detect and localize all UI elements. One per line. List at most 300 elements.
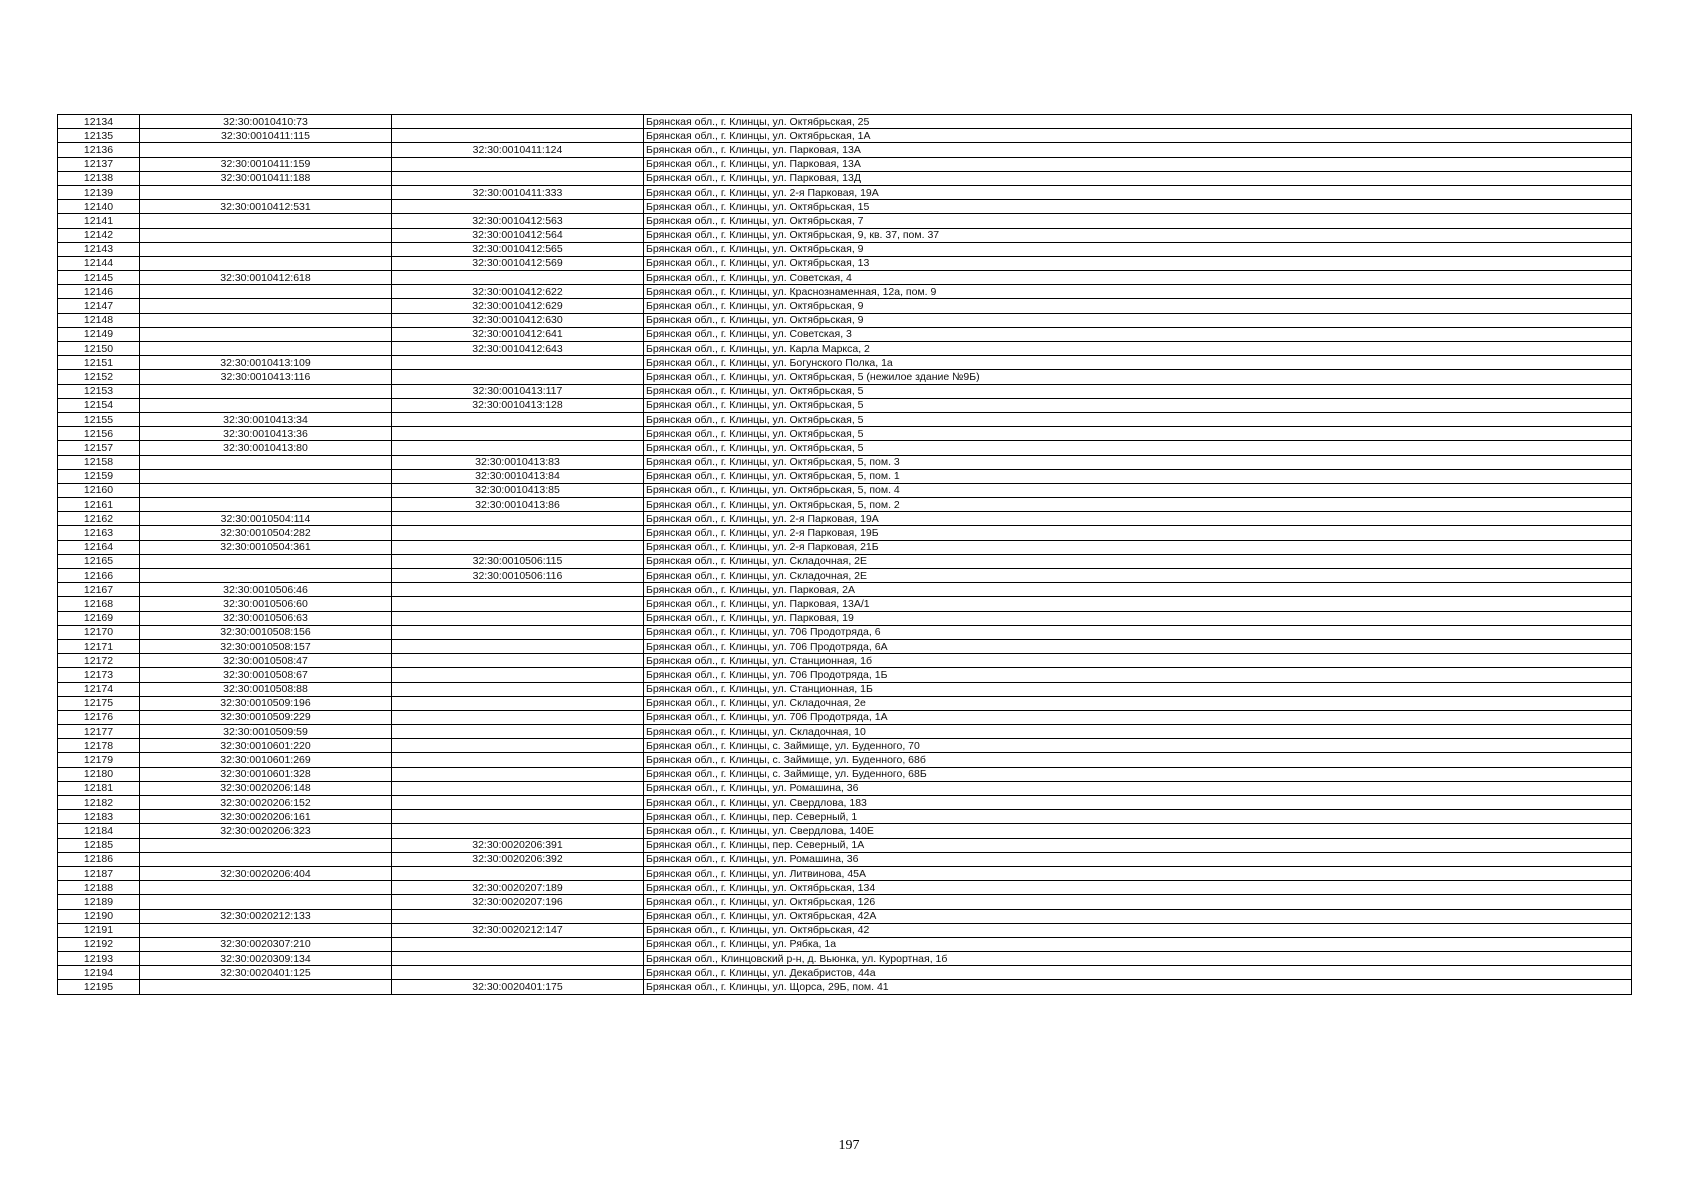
table-row [58, 980, 1632, 994]
cadastral-number-cell: 32:30:0010504:282 [140, 526, 392, 540]
row-number-cell: 12151 [58, 356, 140, 370]
row-number-cell: 12188 [58, 881, 140, 895]
table-row [58, 327, 1632, 341]
row-number-cell: 12172 [58, 654, 140, 668]
table-row [58, 342, 1632, 356]
row-number-cell: 12187 [58, 866, 140, 880]
cadastral-number-cell [140, 214, 392, 228]
cadastral-number-secondary-cell: 32:30:0020212:147 [392, 923, 644, 937]
row-number-cell: 12144 [58, 256, 140, 270]
row-number-cell: 12138 [58, 171, 140, 185]
table-row [58, 427, 1632, 441]
table-row [58, 271, 1632, 285]
cadastral-number-cell [140, 327, 392, 341]
address-cell: Брянская обл., г. Клинцы, ул. Октябрьская, 5 [644, 398, 1632, 412]
address-cell: Брянская обл., г. Клинцы, ул. Декабристов, 44а [644, 966, 1632, 980]
row-number-cell: 12195 [58, 980, 140, 994]
table-row [58, 483, 1632, 497]
cadastral-number-secondary-cell: 32:30:0010411:124 [392, 143, 644, 157]
table-row [58, 852, 1632, 866]
table-row [58, 952, 1632, 966]
cadastral-number-cell [140, 313, 392, 327]
cadastral-number-cell: 32:30:0020206:161 [140, 810, 392, 824]
row-number-cell: 12181 [58, 781, 140, 795]
address-cell: Брянская обл., г. Клинцы, ул. 706 Продотряда, 1А [644, 710, 1632, 724]
cadastral-number-secondary-cell [392, 668, 644, 682]
row-number-cell: 12185 [58, 838, 140, 852]
cadastral-number-secondary-cell [392, 710, 644, 724]
cadastral-number-secondary-cell [392, 200, 644, 214]
row-number-cell: 12189 [58, 895, 140, 909]
cadastral-number-cell [140, 852, 392, 866]
address-cell: Брянская обл., г. Клинцы, с. Займище, ул. Буденного, 68б [644, 753, 1632, 767]
cadastral-number-cell [140, 483, 392, 497]
table-row [58, 498, 1632, 512]
address-cell: Брянская обл., г. Клинцы, ул. Октябрьская, 25 [644, 115, 1632, 129]
address-cell: Брянская обл., г. Клинцы, ул. Парковая, 13А [644, 157, 1632, 171]
cadastral-number-cell [140, 398, 392, 412]
cadastral-number-cell: 32:30:0010413:116 [140, 370, 392, 384]
row-number-cell: 12147 [58, 299, 140, 313]
address-cell: Брянская обл., г. Клинцы, ул. Октябрьская, 1А [644, 129, 1632, 143]
address-cell: Брянская обл., г. Клинцы, ул. Октябрьская, 5, пом. 3 [644, 455, 1632, 469]
cadastral-number-cell [140, 143, 392, 157]
address-cell: Брянская обл., г. Клинцы, ул. Ромашина, 36 [644, 852, 1632, 866]
table-row [58, 923, 1632, 937]
row-number-cell: 12175 [58, 696, 140, 710]
cadastral-number-secondary-cell [392, 526, 644, 540]
table-row [58, 313, 1632, 327]
cadastral-number-secondary-cell [392, 441, 644, 455]
cadastral-number-secondary-cell: 32:30:0010413:85 [392, 483, 644, 497]
cadastral-number-cell [140, 384, 392, 398]
cadastral-number-cell: 32:30:0020206:323 [140, 824, 392, 838]
cadastral-number-secondary-cell [392, 753, 644, 767]
row-number-cell: 12155 [58, 412, 140, 426]
cadastral-number-secondary-cell: 32:30:0010506:115 [392, 554, 644, 568]
table-row [58, 767, 1632, 781]
row-number-cell: 12170 [58, 625, 140, 639]
address-cell: Брянская обл., г. Клинцы, ул. 2-я Парковая, 19А [644, 512, 1632, 526]
address-cell: Брянская обл., г. Клинцы, ул. Советская, 4 [644, 271, 1632, 285]
cadastral-number-cell: 32:30:0010509:196 [140, 696, 392, 710]
row-number-cell: 12171 [58, 639, 140, 653]
row-number-cell: 12140 [58, 200, 140, 214]
register-table [57, 114, 1632, 995]
table-row [58, 810, 1632, 824]
cadastral-number-secondary-cell: 32:30:0020401:175 [392, 980, 644, 994]
cadastral-number-secondary-cell [392, 639, 644, 653]
cadastral-number-secondary-cell [392, 540, 644, 554]
cadastral-number-secondary-cell: 32:30:0010412:563 [392, 214, 644, 228]
cadastral-number-secondary-cell [392, 512, 644, 526]
table-row [58, 881, 1632, 895]
cadastral-number-cell [140, 498, 392, 512]
address-cell: Брянская обл., г. Клинцы, с. Займище, ул. Буденного, 68Б [644, 767, 1632, 781]
cadastral-number-secondary-cell [392, 171, 644, 185]
cadastral-number-cell [140, 554, 392, 568]
table-row [58, 682, 1632, 696]
address-cell: Брянская обл., г. Клинцы, ул. 706 Продотряда, 6 [644, 625, 1632, 639]
row-number-cell: 12167 [58, 583, 140, 597]
cadastral-number-cell [140, 285, 392, 299]
table-row [58, 228, 1632, 242]
address-cell: Брянская обл., г. Клинцы, ул. Октябрьская, 5 (нежилое здание №9Б) [644, 370, 1632, 384]
row-number-cell: 12194 [58, 966, 140, 980]
cadastral-number-cell: 32:30:0020206:404 [140, 866, 392, 880]
table-row [58, 796, 1632, 810]
cadastral-number-cell: 32:30:0010509:59 [140, 725, 392, 739]
address-cell: Брянская обл., г. Клинцы, ул. Советская, 3 [644, 327, 1632, 341]
address-cell: Брянская обл., г. Клинцы, ул. Октябрьская, 5 [644, 441, 1632, 455]
page-number: 197 [838, 1138, 860, 1153]
table-row [58, 285, 1632, 299]
cadastral-number-secondary-cell [392, 583, 644, 597]
row-number-cell: 12160 [58, 483, 140, 497]
address-cell: Брянская обл., г. Клинцы, ул. Ромашина, 36 [644, 781, 1632, 795]
row-number-cell: 12163 [58, 526, 140, 540]
row-number-cell: 12173 [58, 668, 140, 682]
row-number-cell: 12143 [58, 242, 140, 256]
table-row [58, 398, 1632, 412]
row-number-cell: 12168 [58, 597, 140, 611]
cadastral-number-secondary-cell: 32:30:0020206:392 [392, 852, 644, 866]
cadastral-number-cell [140, 185, 392, 199]
cadastral-number-secondary-cell: 32:30:0020206:391 [392, 838, 644, 852]
row-number-cell: 12136 [58, 143, 140, 157]
cadastral-number-cell [140, 455, 392, 469]
cadastral-number-cell: 32:30:0010413:109 [140, 356, 392, 370]
cadastral-number-cell: 32:30:0010411:188 [140, 171, 392, 185]
cadastral-number-secondary-cell [392, 370, 644, 384]
address-cell: Брянская обл., г. Клинцы, ул. Парковая, 2А [644, 583, 1632, 597]
row-number-cell: 12182 [58, 796, 140, 810]
cadastral-number-cell [140, 228, 392, 242]
row-number-cell: 12134 [58, 115, 140, 129]
cadastral-number-cell: 32:30:0020212:133 [140, 909, 392, 923]
table-row [58, 157, 1632, 171]
address-cell: Брянская обл., г. Клинцы, ул. Свердлова, 183 [644, 796, 1632, 810]
row-number-cell: 12152 [58, 370, 140, 384]
cadastral-number-cell [140, 299, 392, 313]
cadastral-number-cell [140, 881, 392, 895]
row-number-cell: 12178 [58, 739, 140, 753]
address-cell: Брянская обл., г. Клинцы, ул. Октябрьская, 42 [644, 923, 1632, 937]
table-row [58, 781, 1632, 795]
cadastral-number-cell [140, 242, 392, 256]
cadastral-number-secondary-cell [392, 824, 644, 838]
cadastral-number-secondary-cell [392, 412, 644, 426]
cadastral-number-secondary-cell [392, 654, 644, 668]
table-row [58, 668, 1632, 682]
cadastral-number-cell: 32:30:0010601:328 [140, 767, 392, 781]
cadastral-number-cell: 32:30:0010508:67 [140, 668, 392, 682]
table-row [58, 866, 1632, 880]
cadastral-number-cell [140, 256, 392, 270]
table-row [58, 611, 1632, 625]
cadastral-number-secondary-cell [392, 625, 644, 639]
cadastral-number-secondary-cell: 32:30:0010412:565 [392, 242, 644, 256]
cadastral-number-cell: 32:30:0010601:220 [140, 739, 392, 753]
table-row [58, 937, 1632, 951]
row-number-cell: 12156 [58, 427, 140, 441]
row-number-cell: 12162 [58, 512, 140, 526]
address-cell: Брянская обл., г. Клинцы, ул. Октябрьская, 5, пом. 2 [644, 498, 1632, 512]
address-cell: Брянская обл., г. Клинцы, с. Займище, ул. Буденного, 70 [644, 739, 1632, 753]
cadastral-number-cell: 32:30:0010506:63 [140, 611, 392, 625]
cadastral-number-cell: 32:30:0010601:269 [140, 753, 392, 767]
row-number-cell: 12192 [58, 937, 140, 951]
table-row [58, 299, 1632, 313]
address-cell: Брянская обл., г. Клинцы, ул. 2-я Парковая, 19Б [644, 526, 1632, 540]
address-cell: Брянская обл., г. Клинцы, ул. Октябрьская, 7 [644, 214, 1632, 228]
row-number-cell: 12145 [58, 271, 140, 285]
address-cell: Брянская обл., Клинцовский р-н, д. Вьюнка, ул. Курортная, 1б [644, 952, 1632, 966]
cadastral-number-secondary-cell: 32:30:0010413:86 [392, 498, 644, 512]
row-number-cell: 12191 [58, 923, 140, 937]
table-row [58, 242, 1632, 256]
cadastral-number-secondary-cell [392, 796, 644, 810]
address-cell: Брянская обл., г. Клинцы, ул. Октябрьская, 9 [644, 313, 1632, 327]
cadastral-number-secondary-cell: 32:30:0010413:84 [392, 469, 644, 483]
table-row [58, 526, 1632, 540]
row-number-cell: 12142 [58, 228, 140, 242]
register-table-body [58, 115, 1632, 995]
cadastral-number-cell: 32:30:0010508:88 [140, 682, 392, 696]
table-row [58, 384, 1632, 398]
cadastral-number-cell: 32:30:0010508:156 [140, 625, 392, 639]
address-cell: Брянская обл., г. Клинцы, ул. Станционная, 1Б [644, 682, 1632, 696]
table-row [58, 412, 1632, 426]
cadastral-number-cell: 32:30:0010413:34 [140, 412, 392, 426]
cadastral-number-cell: 32:30:0010411:159 [140, 157, 392, 171]
cadastral-number-cell: 32:30:0010506:60 [140, 597, 392, 611]
address-cell: Брянская обл., г. Клинцы, ул. Парковая, 19 [644, 611, 1632, 625]
row-number-cell: 12190 [58, 909, 140, 923]
cadastral-number-secondary-cell [392, 115, 644, 129]
cadastral-number-secondary-cell: 32:30:0010413:117 [392, 384, 644, 398]
address-cell: Брянская обл., г. Клинцы, ул. 2-я Парковая, 21Б [644, 540, 1632, 554]
cadastral-number-secondary-cell [392, 597, 644, 611]
table-row [58, 966, 1632, 980]
cadastral-number-secondary-cell: 32:30:0020207:189 [392, 881, 644, 895]
cadastral-number-cell: 32:30:0010412:618 [140, 271, 392, 285]
table-row [58, 143, 1632, 157]
row-number-cell: 12165 [58, 554, 140, 568]
cadastral-number-cell: 32:30:0010504:114 [140, 512, 392, 526]
row-number-cell: 12176 [58, 710, 140, 724]
address-cell: Брянская обл., г. Клинцы, ул. Станционная, 1б [644, 654, 1632, 668]
table-row [58, 639, 1632, 653]
table-row [58, 654, 1632, 668]
cadastral-number-secondary-cell: 32:30:0010413:128 [392, 398, 644, 412]
cadastral-number-cell: 32:30:0010504:361 [140, 540, 392, 554]
cadastral-number-cell: 32:30:0020206:148 [140, 781, 392, 795]
address-cell: Брянская обл., г. Клинцы, ул. Октябрьская, 126 [644, 895, 1632, 909]
table-row [58, 115, 1632, 129]
cadastral-number-cell [140, 469, 392, 483]
cadastral-number-secondary-cell: 32:30:0010412:564 [392, 228, 644, 242]
cadastral-number-secondary-cell [392, 271, 644, 285]
address-cell: Брянская обл., г. Клинцы, ул. Октябрьская, 42А [644, 909, 1632, 923]
address-cell: Брянская обл., г. Клинцы, ул. 706 Продотряда, 1Б [644, 668, 1632, 682]
cadastral-number-cell: 32:30:0010413:80 [140, 441, 392, 455]
table-row [58, 512, 1632, 526]
cadastral-number-cell [140, 838, 392, 852]
row-number-cell: 12154 [58, 398, 140, 412]
address-cell: Брянская обл., г. Клинцы, ул. Октябрьская, 134 [644, 881, 1632, 895]
table-row [58, 455, 1632, 469]
table-row [58, 256, 1632, 270]
address-cell: Брянская обл., г. Клинцы, ул. Октябрьская, 5 [644, 427, 1632, 441]
cadastral-number-cell [140, 923, 392, 937]
cadastral-number-secondary-cell [392, 810, 644, 824]
row-number-cell: 12135 [58, 129, 140, 143]
address-cell: Брянская обл., г. Клинцы, ул. Октябрьская, 5, пом. 1 [644, 469, 1632, 483]
address-cell: Брянская обл., г. Клинцы, ул. Краснознаменная, 12а, пом. 9 [644, 285, 1632, 299]
table-row [58, 469, 1632, 483]
cadastral-number-cell: 32:30:0010411:115 [140, 129, 392, 143]
cadastral-number-secondary-cell: 32:30:0010412:569 [392, 256, 644, 270]
table-row [58, 569, 1632, 583]
table-row [58, 625, 1632, 639]
cadastral-number-cell: 32:30:0010410:73 [140, 115, 392, 129]
address-cell: Брянская обл., г. Клинцы, ул. Октябрьская, 15 [644, 200, 1632, 214]
address-cell: Брянская обл., г. Клинцы, ул. Октябрьская, 13 [644, 256, 1632, 270]
cadastral-number-cell [140, 895, 392, 909]
cadastral-number-secondary-cell [392, 611, 644, 625]
address-cell: Брянская обл., г. Клинцы, ул. Октябрьская, 9 [644, 299, 1632, 313]
cadastral-number-secondary-cell: 32:30:0010412:630 [392, 313, 644, 327]
row-number-cell: 12179 [58, 753, 140, 767]
address-cell: Брянская обл., г. Клинцы, ул. Парковая, 13Д [644, 171, 1632, 185]
row-number-cell: 12150 [58, 342, 140, 356]
row-number-cell: 12149 [58, 327, 140, 341]
table-row [58, 824, 1632, 838]
row-number-cell: 12148 [58, 313, 140, 327]
table-row [58, 739, 1632, 753]
row-number-cell: 12186 [58, 852, 140, 866]
address-cell: Брянская обл., г. Клинцы, ул. Богунского Полка, 1а [644, 356, 1632, 370]
cadastral-number-secondary-cell: 32:30:0010413:83 [392, 455, 644, 469]
cadastral-number-secondary-cell [392, 909, 644, 923]
row-number-cell: 12166 [58, 569, 140, 583]
address-cell: Брянская обл., г. Клинцы, ул. Свердлова, 140Е [644, 824, 1632, 838]
table-row [58, 597, 1632, 611]
cadastral-number-cell: 32:30:0020206:152 [140, 796, 392, 810]
cadastral-number-secondary-cell [392, 427, 644, 441]
address-cell: Брянская обл., г. Клинцы, ул. Рябка, 1а [644, 937, 1632, 951]
table-row [58, 753, 1632, 767]
table-row [58, 583, 1632, 597]
table-row [58, 370, 1632, 384]
cadastral-number-cell: 32:30:0020307:210 [140, 937, 392, 951]
table-row [58, 909, 1632, 923]
address-cell: Брянская обл., г. Клинцы, ул. 2-я Парковая, 19А [644, 185, 1632, 199]
row-number-cell: 12141 [58, 214, 140, 228]
table-row [58, 441, 1632, 455]
cadastral-number-cell: 32:30:0010508:157 [140, 639, 392, 653]
cadastral-number-cell: 32:30:0010413:36 [140, 427, 392, 441]
row-number-cell: 12159 [58, 469, 140, 483]
cadastral-number-secondary-cell [392, 696, 644, 710]
row-number-cell: 12193 [58, 952, 140, 966]
table-row [58, 554, 1632, 568]
cadastral-number-cell: 32:30:0010412:531 [140, 200, 392, 214]
address-cell: Брянская обл., г. Клинцы, ул. Складочная, 2е [644, 696, 1632, 710]
address-cell: Брянская обл., г. Клинцы, ул. Октябрьская, 9, кв. 37, пом. 37 [644, 228, 1632, 242]
cadastral-number-cell: 32:30:0010508:47 [140, 654, 392, 668]
cadastral-number-secondary-cell [392, 682, 644, 696]
cadastral-number-cell [140, 342, 392, 356]
row-number-cell: 12174 [58, 682, 140, 696]
address-cell: Брянская обл., г. Клинцы, ул. 706 Продотряда, 6А [644, 639, 1632, 653]
cadastral-number-secondary-cell [392, 866, 644, 880]
cadastral-number-secondary-cell [392, 129, 644, 143]
address-cell: Брянская обл., г. Клинцы, ул. Щорса, 29Б, пом. 41 [644, 980, 1632, 994]
row-number-cell: 12139 [58, 185, 140, 199]
address-cell: Брянская обл., г. Клинцы, ул. Складочная, 10 [644, 725, 1632, 739]
cadastral-number-secondary-cell [392, 966, 644, 980]
table-row [58, 171, 1632, 185]
cadastral-number-secondary-cell [392, 157, 644, 171]
cadastral-number-cell [140, 569, 392, 583]
row-number-cell: 12158 [58, 455, 140, 469]
cadastral-number-secondary-cell [392, 937, 644, 951]
cadastral-number-secondary-cell: 32:30:0010412:641 [392, 327, 644, 341]
address-cell: Брянская обл., г. Клинцы, ул. Октябрьская, 5 [644, 412, 1632, 426]
address-cell: Брянская обл., г. Клинцы, ул. Парковая, 13А/1 [644, 597, 1632, 611]
table-row [58, 710, 1632, 724]
table-row [58, 185, 1632, 199]
cadastral-number-secondary-cell [392, 767, 644, 781]
table-row [58, 725, 1632, 739]
table-row [58, 129, 1632, 143]
cadastral-number-cell: 32:30:0020401:125 [140, 966, 392, 980]
address-cell: Брянская обл., г. Клинцы, ул. Складочная, 2Е [644, 569, 1632, 583]
cadastral-number-secondary-cell [392, 952, 644, 966]
table-row [58, 214, 1632, 228]
row-number-cell: 12177 [58, 725, 140, 739]
address-cell: Брянская обл., г. Клинцы, ул. Октябрьская, 5, пом. 4 [644, 483, 1632, 497]
row-number-cell: 12161 [58, 498, 140, 512]
address-cell: Брянская обл., г. Клинцы, ул. Складочная, 2Е [644, 554, 1632, 568]
row-number-cell: 12169 [58, 611, 140, 625]
row-number-cell: 12183 [58, 810, 140, 824]
table-row [58, 200, 1632, 214]
cadastral-number-secondary-cell [392, 739, 644, 753]
table-row [58, 895, 1632, 909]
cadastral-number-secondary-cell: 32:30:0010506:116 [392, 569, 644, 583]
address-cell: Брянская обл., г. Клинцы, пер. Северный, 1А [644, 838, 1632, 852]
cadastral-number-secondary-cell: 32:30:0010412:622 [392, 285, 644, 299]
cadastral-number-secondary-cell [392, 356, 644, 370]
cadastral-number-secondary-cell: 32:30:0010412:629 [392, 299, 644, 313]
row-number-cell: 12146 [58, 285, 140, 299]
row-number-cell: 12184 [58, 824, 140, 838]
address-cell: Брянская обл., г. Клинцы, ул. Карла Маркса, 2 [644, 342, 1632, 356]
cadastral-number-cell: 32:30:0020309:134 [140, 952, 392, 966]
cadastral-number-secondary-cell [392, 725, 644, 739]
row-number-cell: 12157 [58, 441, 140, 455]
cadastral-number-cell: 32:30:0010506:46 [140, 583, 392, 597]
cadastral-number-secondary-cell: 32:30:0010411:333 [392, 185, 644, 199]
address-cell: Брянская обл., г. Клинцы, ул. Литвинова, 45А [644, 866, 1632, 880]
row-number-cell: 12164 [58, 540, 140, 554]
row-number-cell: 12180 [58, 767, 140, 781]
table-row [58, 540, 1632, 554]
cadastral-number-secondary-cell: 32:30:0010412:643 [392, 342, 644, 356]
